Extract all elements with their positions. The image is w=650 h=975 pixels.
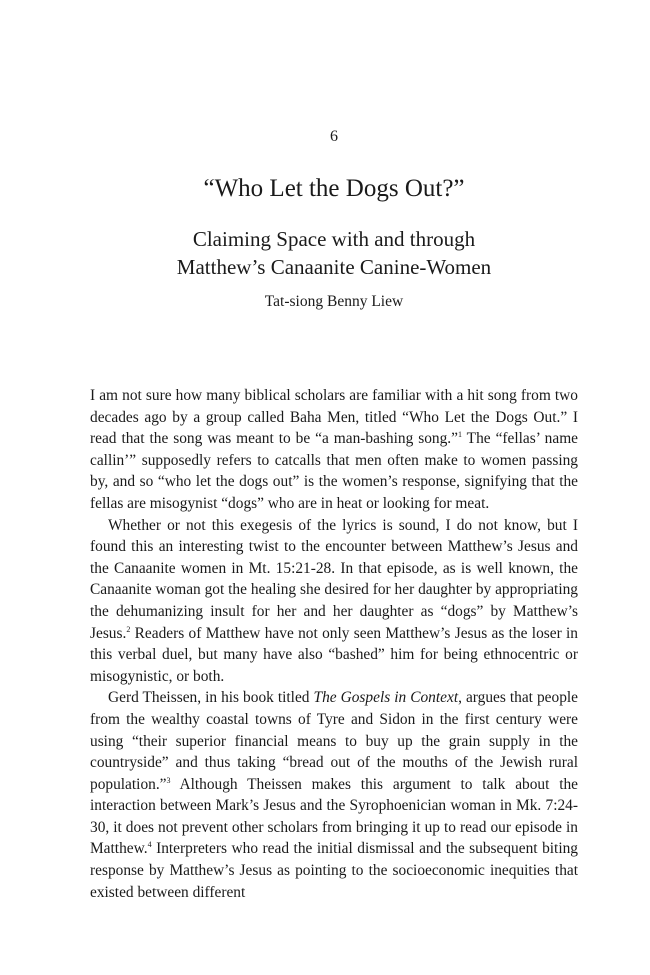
subtitle-line-1: Claiming Space with and through [192, 227, 476, 251]
paragraph-1 [90, 385, 578, 515]
author-name: Tat-siong Benny Liew [264, 293, 404, 310]
paragraph-3-text-d: Interpreters who read the initial dismissal and the subsequent biting response by Matthew’s Jesus as pointing to the socioeconomic inequities that existed between different [90, 840, 578, 901]
footnote-ref-4: 4 [147, 840, 152, 850]
chapter-title: “Who Let the Dogs Out?” [203, 175, 465, 202]
subtitle-line-2: Matthew’s Canaanite Canine-Women [176, 255, 492, 279]
paragraph-2 [90, 515, 578, 688]
chapter-subtitle [0, 225, 650, 281]
paragraph-3 [90, 687, 578, 903]
chapter-number: 6 [330, 128, 338, 145]
paragraph-1-text-a: I am not sure how many biblical scholars are familiar with a hit song from two decades ago by a group called Baha Men, titled “Who Let the Dogs Out.” I read that the song was meant to be “a man-bashing song.” [90, 387, 578, 448]
footnote-ref-2: 2 [126, 624, 131, 634]
paragraph-2-text-b: Readers of Matthew have not only seen Matthew’s Jesus as the loser in this verbal duel, but many have also “bashed” him for being ethnocentric or misogynistic, or both. [90, 624, 578, 685]
paragraph-3-text-a: Gerd Theissen, in his book titled [108, 689, 314, 707]
footnote-ref-3: 3 [166, 775, 171, 785]
book-title: The Gospels in Context [313, 689, 459, 707]
paragraph-1-text-b: The “fellas’ name callin’” supposedly refers to catcalls that men often make to women passing by, and so “who let the dogs out” is the women’s response, signifying that the fellas are misogynist “dogs” who are in heat or looking for meat. [90, 430, 578, 512]
paragraph-2-text-a: Whether or not this exegesis of the lyrics is sound, I do not know, but I found this an interesting twist to the encounter between Matthew’s Jesus and the Canaanite women in Mt. 15:21-28. In that episode, as is well known, the Canaanite woman got the healing she desired for her daughter by appropriating the dehumanizing insult for her and her daughter as “dogs” by Matthew’s Jesus. [90, 516, 578, 642]
paragraph-3-text-c: Although Theissen makes this argument to talk about the interaction between Mark’s Jesus and the Syrophoenician woman in Mk. 7:24-30, it does not prevent other scholars from bringing it up to read our episode in Matthew. [90, 775, 578, 858]
body-text [90, 385, 578, 903]
footnote-ref-1: 1 [458, 430, 462, 440]
paragraph-3-text-b: , argues that people from the wealthy coastal towns of Tyre and Sidon in the first century were using “their superior financial means to buy up the grain supply in the countryside” and thus taking “bread out of the mouths of the Jewish rural population.” [90, 689, 578, 793]
